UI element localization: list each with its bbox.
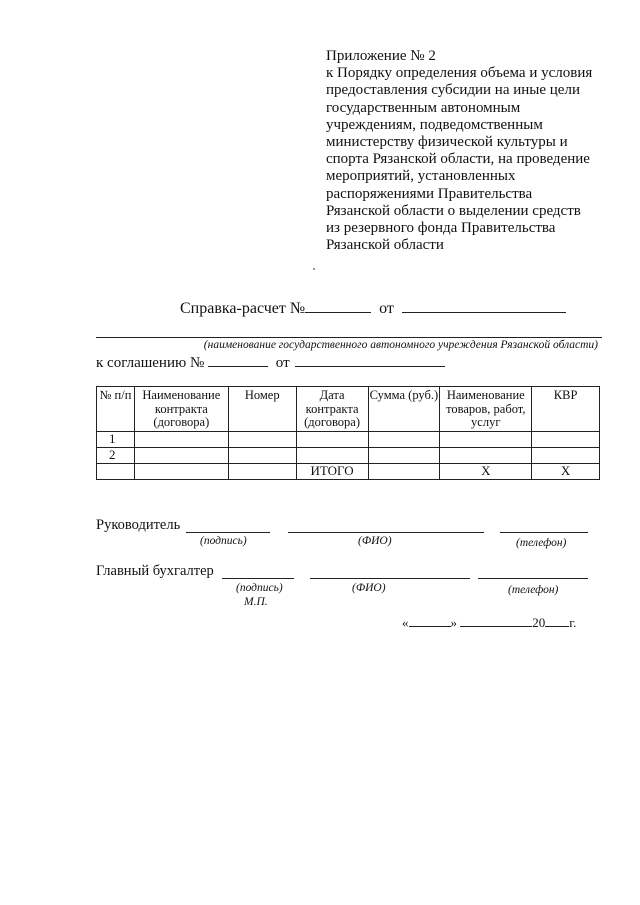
head-sign-caption: (подпись) (200, 535, 247, 547)
appendix-line: к Порядку определения объема и условия (326, 65, 593, 82)
accountant-label: Главный бухгалтер (96, 563, 214, 579)
appendix-header (326, 48, 626, 254)
appendix-line: распоряжениями Правительства (326, 185, 533, 202)
org-name-caption: (наименование государственного автономного учреждения Рязанской области) (203, 339, 598, 351)
table-cell (134, 464, 228, 480)
head-phone-line (500, 532, 588, 533)
table-cell (440, 448, 532, 464)
table-row (97, 432, 600, 448)
table-cell (228, 448, 296, 464)
appendix-line: министерству физической культуры и (326, 134, 568, 151)
agreement-line (96, 352, 445, 372)
table-cell (97, 464, 135, 480)
table-cell (134, 448, 228, 464)
column-header: Наименование контракта (договора) (134, 387, 228, 432)
document-title (180, 298, 566, 318)
total-x-mark: Х (532, 464, 600, 480)
table-header-row (97, 387, 600, 432)
column-header: Сумма (руб.) (368, 387, 440, 432)
title-label: Справка-расчет № (180, 300, 306, 317)
accountant-fio-line (310, 578, 470, 579)
title-from: от (379, 300, 394, 317)
head-fio-line (288, 532, 484, 533)
accountant-sign-caption: (подпись) (236, 582, 283, 594)
calculation-table (96, 386, 600, 480)
table-cell (296, 448, 368, 464)
table-cell (134, 432, 228, 448)
table-cell (228, 464, 296, 480)
head-sign-line (186, 532, 270, 533)
org-name-line (96, 337, 602, 338)
row-number: 2 (97, 448, 135, 464)
date-blank (402, 298, 566, 313)
table-cell (368, 464, 440, 480)
table-total-row (97, 464, 600, 480)
accountant-fio-caption: (ФИО) (352, 582, 386, 594)
appendix-line: учреждениям, подведомственным (326, 116, 543, 133)
column-header: Наименование товаров, работ, услуг (440, 387, 532, 432)
stamp-placeholder: М.П. (244, 596, 268, 608)
scan-speck (313, 268, 315, 270)
table-cell (368, 432, 440, 448)
appendix-line: предоставления субсидии на иные цели (326, 82, 580, 99)
table-cell (296, 432, 368, 448)
year-prefix: 20 (532, 615, 546, 630)
total-label: ИТОГО (296, 464, 368, 480)
appendix-line: спорта Рязанской области, на проведение (326, 151, 590, 168)
year-suffix: г. (569, 615, 577, 630)
row-number: 1 (97, 432, 135, 448)
column-header: № п/п (97, 387, 135, 432)
agreement-number-blank (208, 352, 268, 367)
signature-date (402, 612, 576, 631)
table-row (97, 448, 600, 464)
agreement-label: к соглашению № (96, 355, 205, 371)
quote-close: » (450, 615, 457, 630)
accountant-phone-line (478, 578, 588, 579)
total-x-mark: Х (440, 464, 532, 480)
table-cell (368, 448, 440, 464)
appendix-line: мероприятий, установленных (326, 168, 516, 185)
accountant-sign-line (222, 578, 294, 579)
year-blank (545, 612, 569, 627)
appendix-line: Рязанской области (326, 237, 444, 254)
head-fio-caption: (ФИО) (358, 535, 392, 547)
column-header: Дата контракта (договора) (296, 387, 368, 432)
table-cell (440, 432, 532, 448)
column-header: КВР (532, 387, 600, 432)
quote-open: « (402, 615, 409, 630)
table-cell (532, 448, 600, 464)
accountant-phone-caption: (телефон) (508, 584, 559, 596)
month-blank (460, 612, 532, 627)
table-cell (228, 432, 296, 448)
column-header: Номер (228, 387, 296, 432)
agreement-from: от (275, 355, 290, 371)
table-cell (532, 432, 600, 448)
appendix-line: из резервного фонда Правительства (326, 220, 556, 237)
appendix-line: Рязанской области о выделении средств (326, 202, 581, 219)
agreement-date-blank (295, 352, 445, 367)
appendix-line: государственным автономным (326, 99, 521, 116)
head-phone-caption: (телефон) (516, 537, 567, 549)
appendix-line: Приложение № 2 (326, 48, 436, 64)
day-blank (409, 612, 451, 627)
head-label: Руководитель (96, 517, 181, 533)
number-blank (305, 298, 371, 313)
